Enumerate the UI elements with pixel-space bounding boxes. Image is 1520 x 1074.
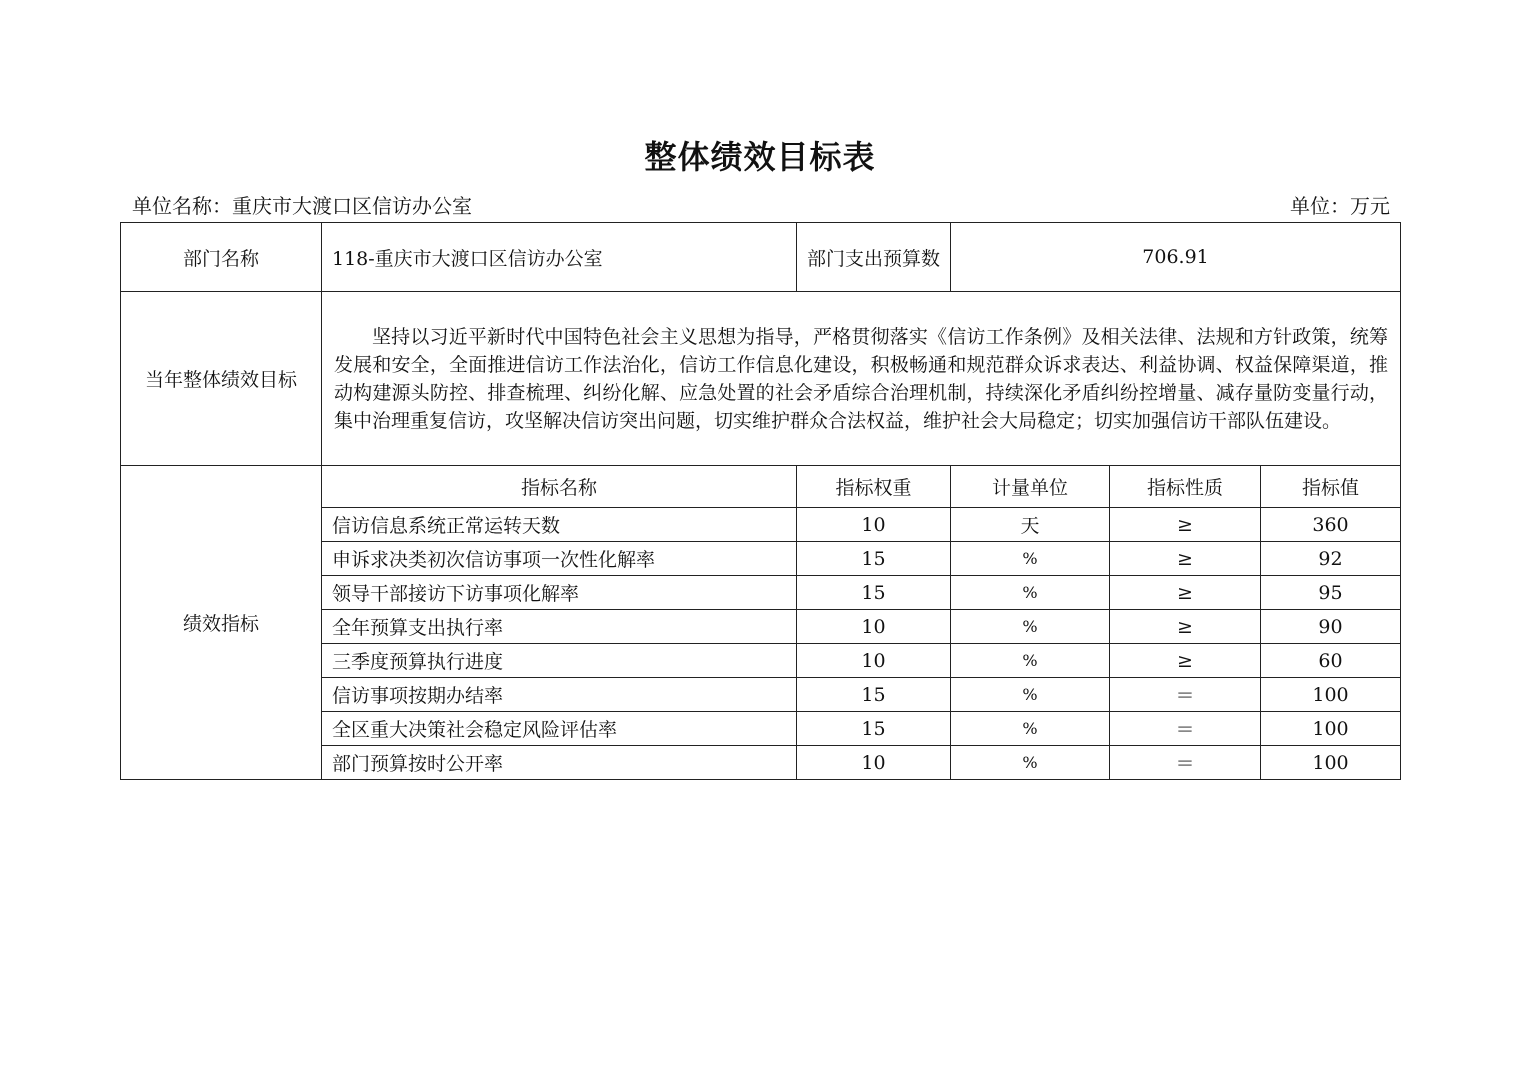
indicator-header-row: [121, 466, 1401, 508]
indicator-weight: 10: [797, 644, 951, 678]
header-indicator-weight: 指标权重: [797, 466, 951, 508]
indicator-value: 95: [1261, 576, 1401, 610]
indicator-value: 90: [1261, 610, 1401, 644]
annual-goal-label: 当年整体绩效目标: [121, 292, 322, 466]
indicator-name: 全区重大决策社会稳定风险评估率: [322, 712, 797, 746]
indicator-name: 领导干部接访下访事项化解率: [322, 576, 797, 610]
indicator-value: 100: [1261, 746, 1401, 780]
header-measure-unit: 计量单位: [951, 466, 1110, 508]
indicator-value: 360: [1261, 508, 1401, 542]
indicator-weight: 15: [797, 542, 951, 576]
currency-unit-label: 单位：万元: [1290, 194, 1390, 218]
indicator-unit: %: [951, 542, 1110, 576]
indicator-name: 申诉求决类初次信访事项一次性化解率: [322, 542, 797, 576]
annual-goal-cell: [322, 292, 1401, 466]
meta-row: [132, 190, 1390, 218]
indicator-nature: ＝: [1110, 746, 1261, 780]
annual-goal-row: [121, 292, 1401, 466]
indicator-weight: 10: [797, 610, 951, 644]
indicator-unit: %: [951, 610, 1110, 644]
indicator-unit: %: [951, 746, 1110, 780]
indicator-unit: %: [951, 644, 1110, 678]
indicator-unit: 天: [951, 508, 1110, 542]
indicator-name: 部门预算按时公开率: [322, 746, 797, 780]
indicator-weight: 15: [797, 678, 951, 712]
unit-name-label: 单位名称：重庆市大渡口区信访办公室: [132, 194, 472, 218]
indicator-unit: %: [951, 678, 1110, 712]
annual-goal-text: 坚持以习近平新时代中国特色社会主义思想为指导，严格贯彻落实《信访工作条例》及相关法律、法规和方针政策，统筹发展和安全，全面推进信访工作法治化，信访工作信息化建设，积极畅通和规范群众诉求表达、利益协调、权益保障渠道，推动构建源头防控、排查梳理、纠纷化解、应急处置的社会矛盾综合治理机制，持续深化矛盾纠纷控增量、减存量防变量行动，集中治理重复信访，攻坚解决信访突出问题，切实维护群众合法权益，维护社会大局稳定；切实加强信访干部队伍建设。: [334, 325, 1389, 432]
indicator-unit: %: [951, 712, 1110, 746]
indicator-nature: ≥: [1110, 508, 1261, 542]
indicator-name: 三季度预算执行进度: [322, 644, 797, 678]
indicator-name: 信访事项按期办结率: [322, 678, 797, 712]
indicator-nature: ＝: [1110, 712, 1261, 746]
indicator-nature: ≥: [1110, 576, 1261, 610]
indicator-weight: 10: [797, 746, 951, 780]
indicator-weight: 10: [797, 508, 951, 542]
page-title: 整体绩效目标表: [644, 138, 876, 176]
indicator-nature: ＝: [1110, 678, 1261, 712]
indicator-name: 信访信息系统正常运转天数: [322, 508, 797, 542]
performance-goal-table: [120, 222, 1401, 780]
header-indicator-nature: 指标性质: [1110, 466, 1261, 508]
indicator-weight: 15: [797, 712, 951, 746]
indicator-nature: ≥: [1110, 610, 1261, 644]
indicator-unit: %: [951, 576, 1110, 610]
indicator-value: 60: [1261, 644, 1401, 678]
indicator-value: 100: [1261, 678, 1401, 712]
indicator-nature: ≥: [1110, 644, 1261, 678]
department-name-label: 部门名称: [121, 223, 322, 292]
indicator-nature: ≥: [1110, 542, 1261, 576]
indicator-value: 100: [1261, 712, 1401, 746]
indicator-name: 全年预算支出执行率: [322, 610, 797, 644]
header-indicator-value: 指标值: [1261, 466, 1401, 508]
budget-label: 部门支出预算数: [797, 223, 951, 292]
header-indicator-name: 指标名称: [322, 466, 797, 508]
department-row: [121, 223, 1401, 292]
indicators-label: 绩效指标: [121, 466, 322, 780]
indicator-value: 92: [1261, 542, 1401, 576]
budget-value: 706.91: [951, 223, 1401, 292]
department-name-value: 118-重庆市大渡口区信访办公室: [322, 223, 797, 292]
indicator-weight: 15: [797, 576, 951, 610]
